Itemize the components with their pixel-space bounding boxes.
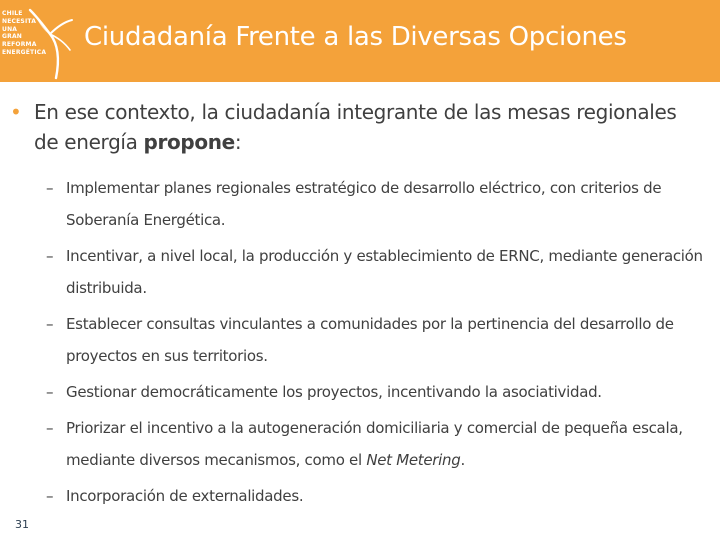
sub-point-plain: Priorizar el incentivo a la autogeneración domiciliaria y comercial de pequeña escala, mediante diversos mecanismos, como el [66, 419, 683, 469]
sub-point [46, 376, 716, 408]
main-text-bold: propone [143, 130, 235, 154]
sub-point [46, 240, 716, 304]
sub-point-suffix: . [460, 451, 465, 469]
sub-point [46, 172, 716, 236]
main-text-suffix: : [234, 130, 242, 154]
logo-line: GRAN [2, 33, 23, 41]
page-number: 31 [15, 518, 29, 531]
dash-icon: – [46, 419, 54, 437]
sub-point-list [46, 172, 716, 512]
sub-point-text: Incorporación de externalidades. [66, 487, 304, 505]
main-text-plain: En ese contexto, la ciudadanía integrante de las mesas regionales de energía [34, 100, 677, 154]
sub-point [46, 480, 716, 512]
dash-icon: – [46, 383, 54, 401]
dash-icon: – [46, 315, 54, 333]
sub-point-text: Implementar planes regionales estratégico de desarrollo eléctrico, con criterios de Soberanía Energética. [66, 179, 662, 229]
dash-icon: – [46, 247, 54, 265]
logo-line: REFORMA [2, 41, 37, 49]
sub-point-text: Gestionar democráticamente los proyectos, incentivando la asociatividad. [66, 383, 602, 401]
sub-point-text: Establecer consultas vinculantes a comunidades por la pertinencia del desarrollo de proyectos en sus territorios. [66, 315, 674, 365]
logo-line: ENERGÉTICA [2, 48, 47, 56]
main-bullet-text [34, 97, 690, 157]
main-bullet-point [10, 97, 690, 157]
dash-icon: – [46, 179, 54, 197]
logo-line: UNA [2, 25, 18, 33]
logo-line: CHILE [2, 10, 23, 17]
sub-point [46, 412, 716, 476]
logo-line: NECESITA [2, 17, 37, 25]
logo [0, 4, 80, 82]
slide-title: Ciudadanía Frente a las Diversas Opciones [84, 22, 627, 52]
logo-text [2, 10, 46, 57]
sub-point-text: Incentivar, a nivel local, la producción y establecimiento de ERNC, mediante generación distribuida. [66, 247, 703, 297]
slide-header [0, 0, 720, 82]
sub-point-italic: Net Metering [366, 451, 461, 469]
sub-point [46, 308, 716, 372]
dash-icon: – [46, 487, 54, 505]
bullet-icon: • [10, 100, 22, 124]
sub-point-text [66, 412, 716, 476]
